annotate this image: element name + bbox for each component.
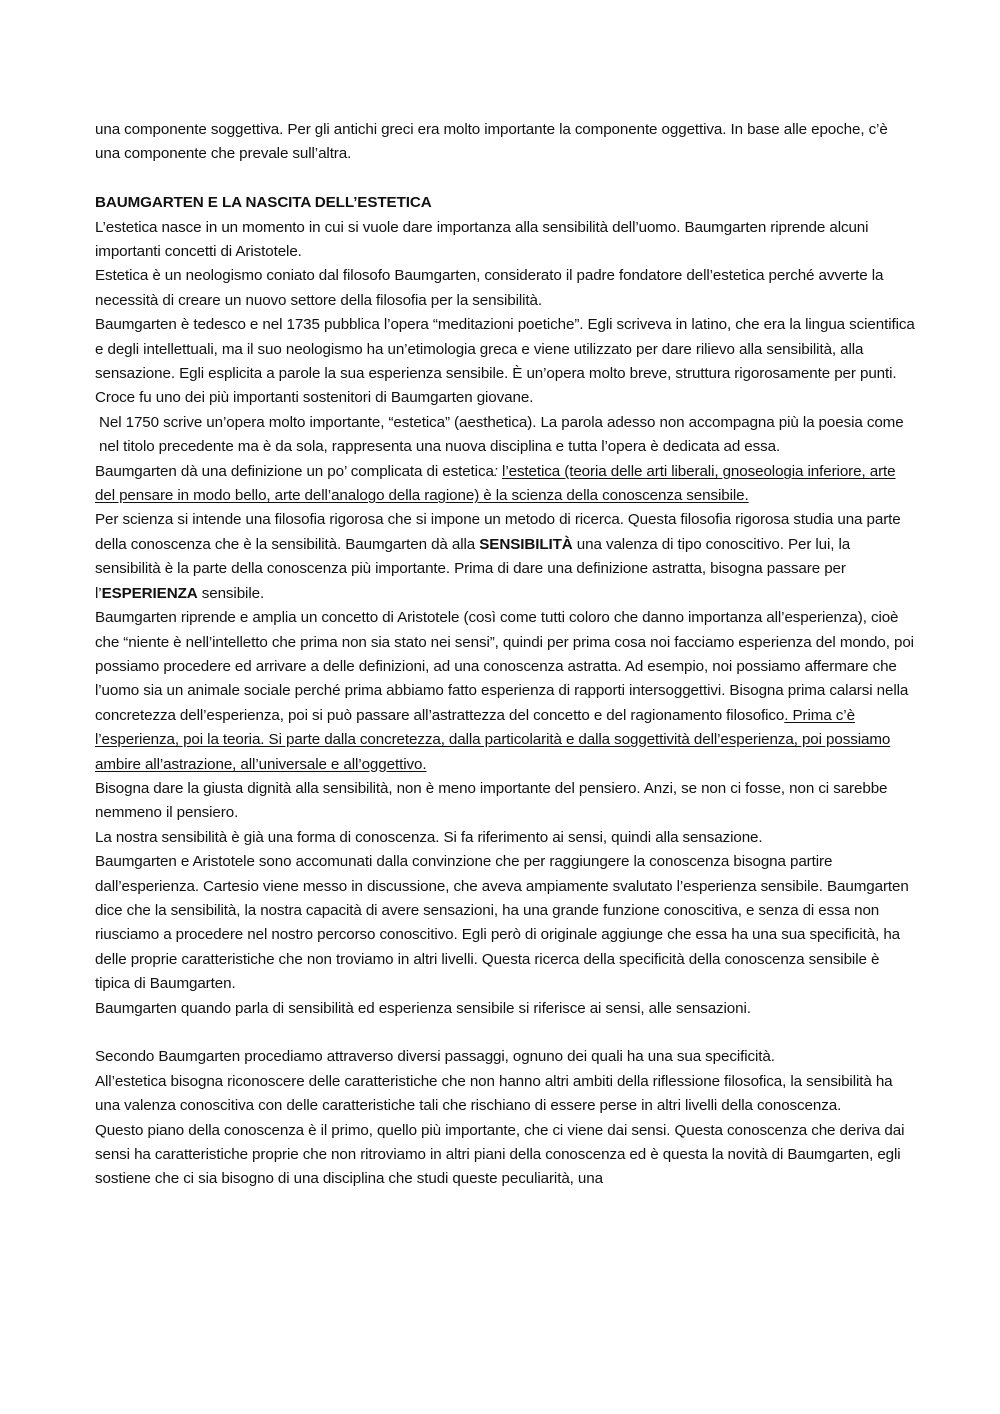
bold-esperienza: ESPERIENZA bbox=[101, 584, 198, 602]
paragraph-7 bbox=[95, 508, 915, 606]
definition-intro: Baumgarten dà una definizione un po’ complicata di estetica bbox=[95, 462, 494, 480]
definition-colon: : bbox=[493, 462, 503, 480]
paragraph-3: Baumgarten è tedesco e nel 1735 pubblica l’opera “meditazioni poetiche”. Egli scriveva in latino, che era la lingua scientifica e degli intellettuali, ma il suo neologismo ha un’etimologia greca e viene utilizzato per dare rilievo alla sensibilità, alla sensazione. Egli esplicita a parole la sua esperienza sensibile. È un’opera molto breve, struttura rigorosamente per punti. bbox=[95, 316, 915, 383]
paragraph-6 bbox=[95, 460, 915, 509]
paragraph-15: Questo piano della conoscenza è il primo, quello più importante, che ci viene dai sensi. Questa conoscenza che deriva dai sensi ha caratteristiche proprie che non ritroviamo in altri piani della conoscenza ed è questa la novità di Baumgarten, egli sostiene che ci sia bisogno di una disciplina che studi queste peculiarità, una bbox=[95, 1121, 905, 1188]
blank-line bbox=[95, 167, 915, 191]
paragraph-1: L’estetica nasce in un momento in cui si vuole dare importanza alla sensibilità dell’uomo. Baumgarten riprende alcuni importanti concetti di Aristotele. bbox=[95, 218, 869, 261]
paragraph-10: La nostra sensibilità è già una forma di conoscenza. Si fa riferimento ai sensi, quindi alla sensazione. bbox=[95, 828, 763, 846]
paragraph-9: Bisogna dare la giusta dignità alla sensibilità, non è meno importante del pensiero. Anzi, se non ci fosse, non ci sarebbe nemmeno il pensiero. bbox=[95, 779, 888, 822]
paragraph-13: Secondo Baumgarten procediamo attraverso diversi passaggi, ognuno dei quali ha una sua specificità. bbox=[95, 1048, 775, 1066]
definition-underlined: l’estetica (teoria delle arti liberali, gnoseologia inferiore, arte del pensare in modo bello, arte dell’analogo della ragione) è la scienza della conoscenza sensibile. bbox=[95, 462, 896, 505]
paragraph-7-part-a: Per scienza si intende una filosofia rigorosa che si impone un metodo di ricerca. Questa filosofia rigorosa studia una parte della conoscenza che è la sensibilità. Baumgarten dà alla bbox=[95, 511, 901, 553]
paragraph-12: Baumgarten quando parla di sensibilità ed esperienza sensibile si riferisce ai sensi, alle sensazioni. bbox=[95, 999, 751, 1017]
paragraph-2: Estetica è un neologismo coniato dal filosofo Baumgarten, considerato il padre fondatore dell’estetica perché avverte la necessità di creare un nuovo settore della filosofia per la sensibilità. bbox=[95, 267, 884, 309]
paragraph-7-part-c: sensibile. bbox=[197, 584, 265, 602]
bold-sensibilita: SENSIBILITÀ bbox=[479, 535, 573, 553]
intro-paragraph: una componente soggettiva. Per gli antichi greci era molto importante la componente oggettiva. In base alle epoche, c’è una componente che prevale sull’altra. bbox=[95, 121, 888, 163]
paragraph-7-part-b: una valenza di tipo conoscitivo. Per lui, la sensibilità è la parte della conoscenza più importante. Prima di dare una definizione astratta, bisogna passare per l’ bbox=[95, 535, 851, 602]
paragraph-14: All’estetica bisogna riconoscere delle caratteristiche che non hanno altri ambiti della riflessione filosofica, la sensibilità ha una valenza conoscitiva con delle caratteristiche tali che rischiano di essere perse in altri livelli della conoscenza. bbox=[95, 1072, 893, 1115]
paragraph-8-underlined: . Prima c’è l’esperienza, poi la teoria. Si parte dalla concretezza, dalla particolarità e dalla soggettività dell’esperienza, poi possiamo ambire all’astrazione, all’universale e all’oggettivo. bbox=[95, 706, 891, 773]
paragraph-5: Nel 1750 scrive un’opera molto importante, “estetica” (aesthetica). La parola adesso non accompagna più la poesia come nel titolo precedente ma è da sola, rappresenta una nuova disciplina e tutta l’opera è dedicata ad essa. bbox=[99, 413, 904, 456]
paragraph-8-plain: Baumgarten riprende e amplia un concetto di Aristotele (così come tutti coloro che danno importanza all’esperienza), cioè che “niente è nell’intelletto che prima non sia stato nei sensi”, quindi per prima cosa noi facciamo esperienza del mondo, poi possiamo procedere ed arrivare a delle definizioni, ad una conoscenza astratta. Ad esempio, noi possiamo affermare che l’uomo sia un animale sociale perché prima abbiamo fatto esperienza di rapporti intersoggettivi. Bisogna prima calarsi nella concretezza dell’esperienza, poi si può passare all’astrattezza del concetto e del ragionamento filosofico bbox=[95, 609, 914, 724]
document-body bbox=[95, 118, 915, 1192]
section-heading: BAUMGARTEN E LA NASCITA DELL’ESTETICA bbox=[95, 194, 432, 212]
paragraph-8 bbox=[95, 606, 915, 777]
paragraph-4: Croce fu uno dei più importanti sostenitori di Baumgarten giovane. bbox=[95, 389, 534, 407]
paragraph-11: Baumgarten e Aristotele sono accomunati dalla convinzione che per raggiungere la conoscenza bisogna partire dall’esperienza. Cartesio viene messo in discussione, che aveva ampiamente svalutato l’esperienza sensibile. Baumgarten dice che la sensibilità, la nostra capacità di avere sensazioni, ha una grande funzione conoscitiva, e senza di essa non riusciamo a procedere nel nostro percorso conoscitivo. Egli però di originale aggiunge che essa ha una sua specificità, ha delle proprie caratteristiche che non troviamo in altri livelli. Questa ricerca della specificità della conoscenza sensibile è tipica di Baumgarten. bbox=[95, 853, 909, 993]
blank-line bbox=[95, 1021, 915, 1045]
